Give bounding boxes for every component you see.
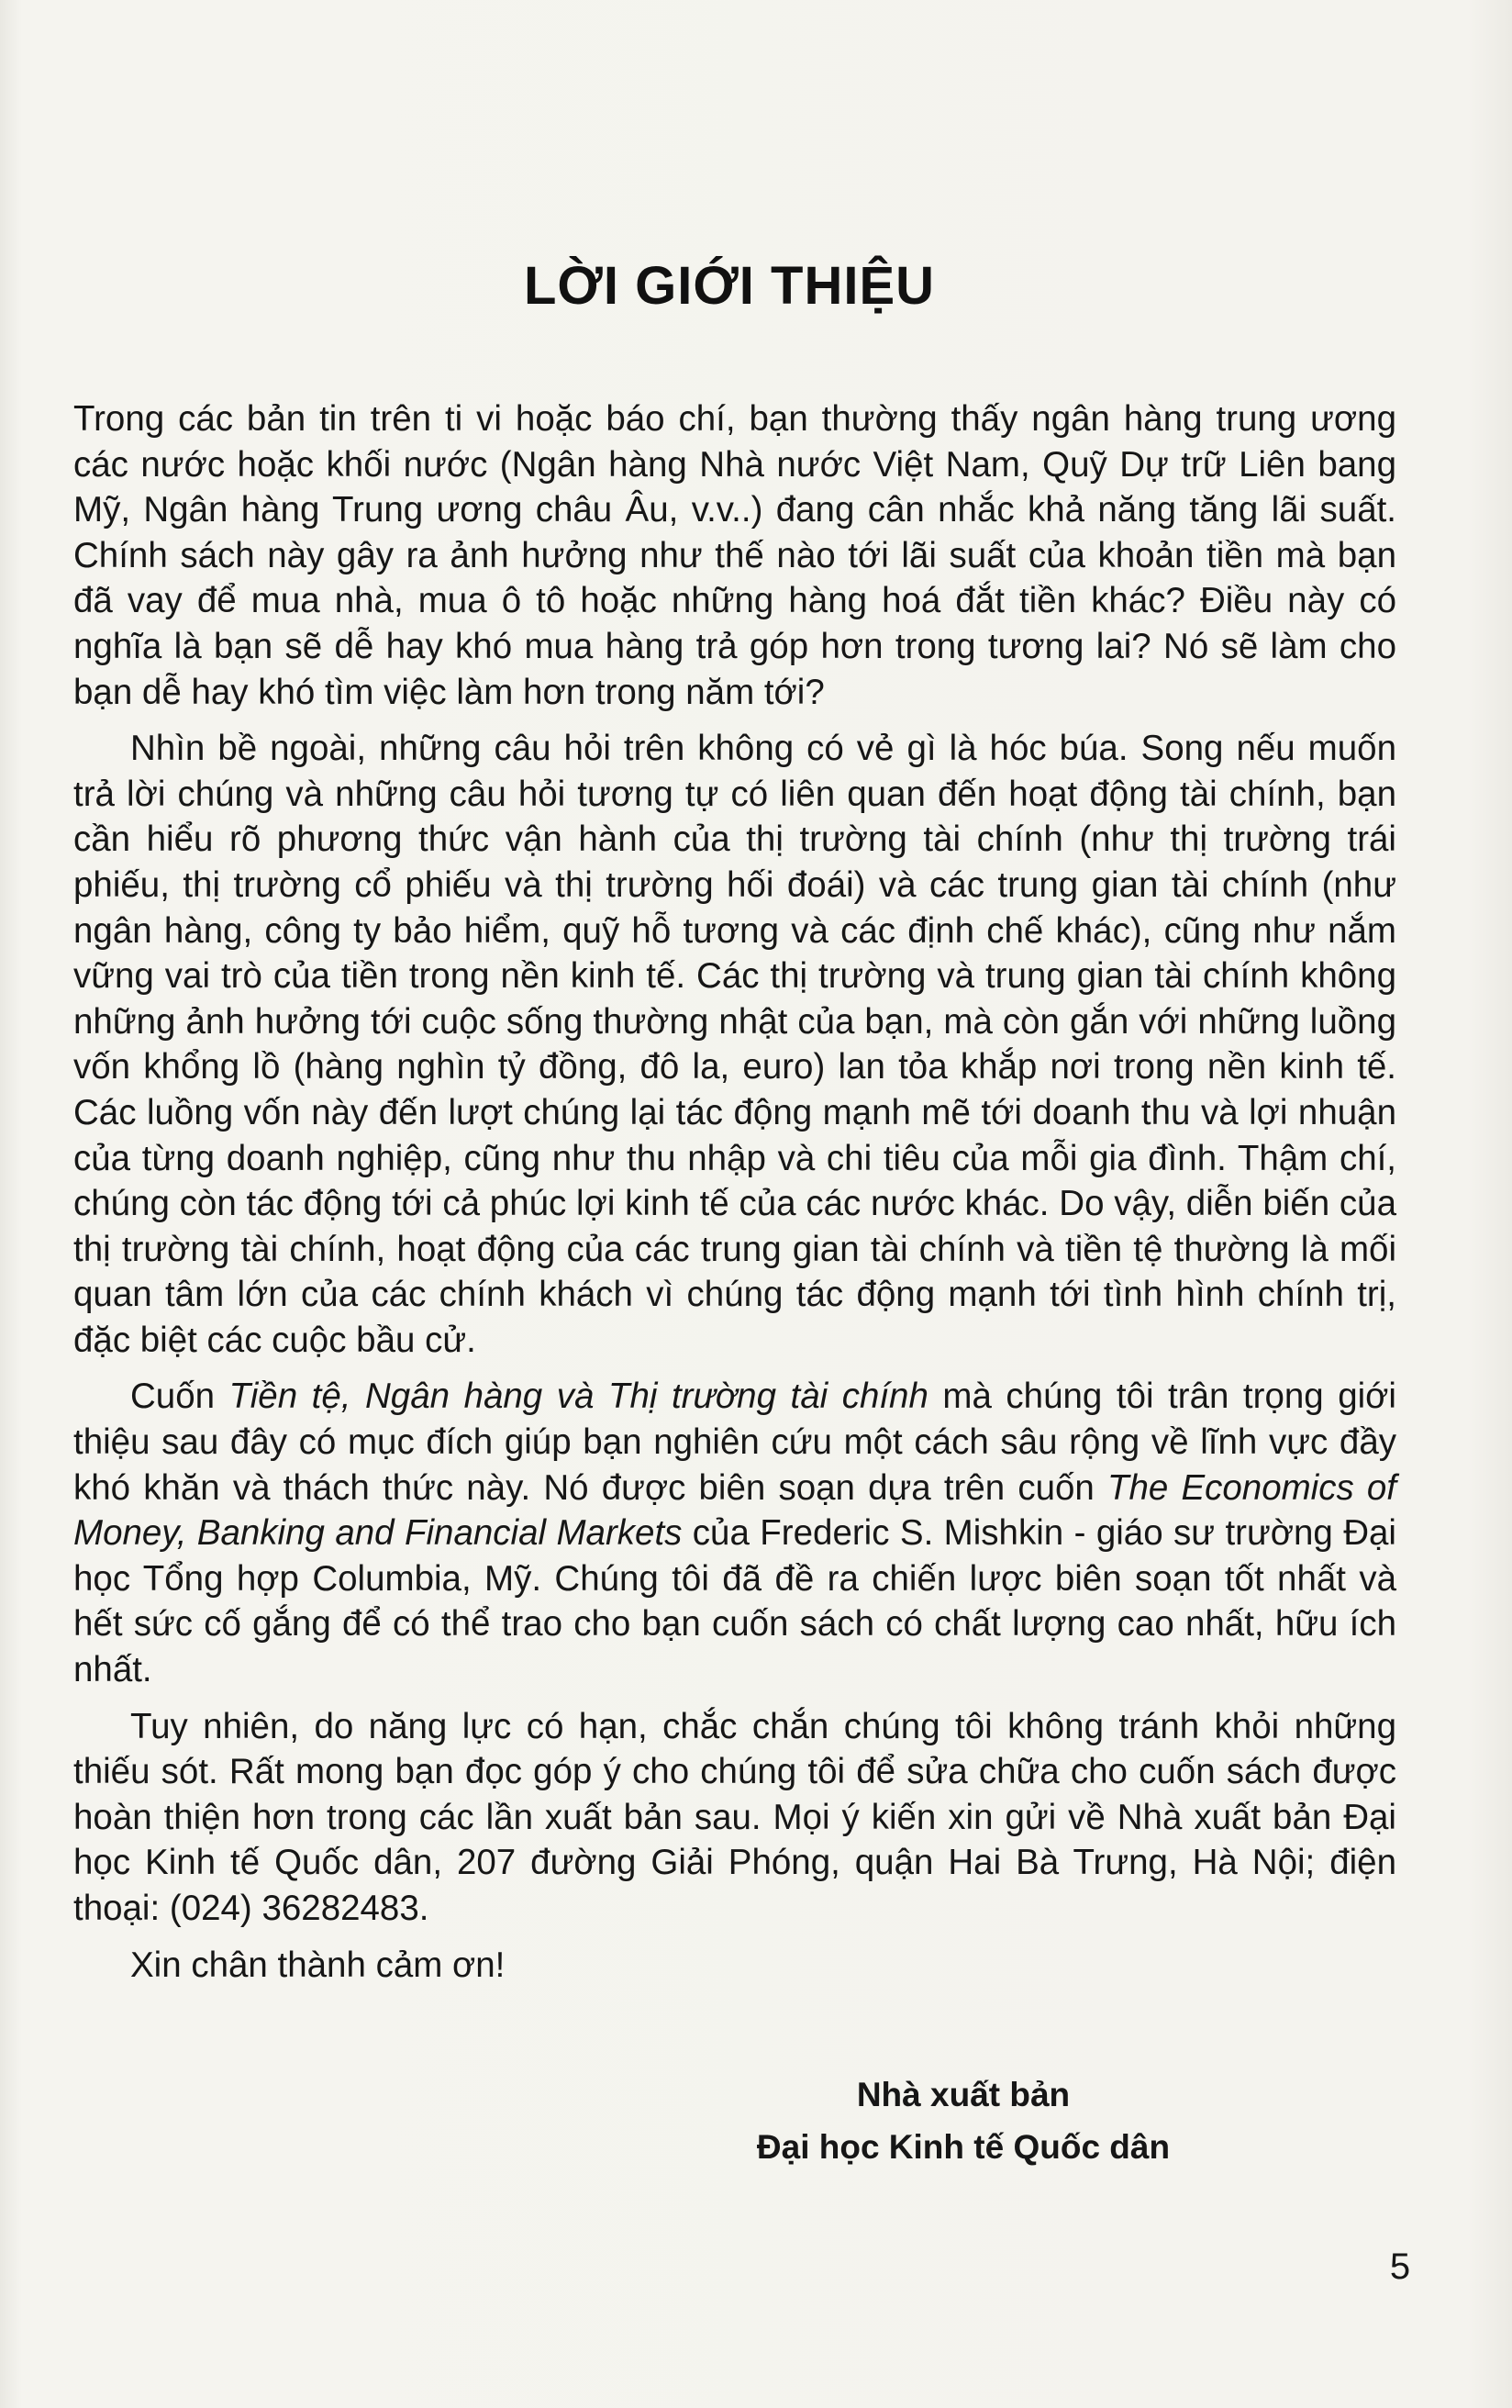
paragraph-1: Trong các bản tin trên ti vi hoặc báo chí, bạn thường thấy ngân hàng trung ương các nước hoặc khối nước (Ngân hàng Nhà nước Việt Nam, Quỹ Dự trữ Liên bang Mỹ, Ngân hàng Trung ương châu Âu, v.v..) đang cân nhắc khả năng tăng lãi suất. Chính sách này gây ra ảnh hưởng như thế nào tới lãi suất của khoản tiền mà bạn đã vay để mua nhà, mua ô tô hoặc những hàng hoá đắt tiền khác? Điều này có nghĩa là bạn sẽ dễ hay khó mua hàng trả góp hơn trong tương lai? Nó sẽ làm cho bạn dễ hay khó tìm việc làm hơn trong năm tới? bbox=[73, 399, 1396, 712]
paragraph-4: Tuy nhiên, do năng lực có hạn, chắc chắn chúng tôi không tránh khỏi những thiếu sót. Rất mong bạn đọc góp ý cho chúng tôi để sửa chữa cho cuốn sách được hoàn thiện hơn trong các lần xuất bản sau. Mọi ý kiến xin gửi về Nhà xuất bản Đại học Kinh tế Quốc dân, 207 đường Giải Phóng, quận Hai Bà Trưng, Hà Nội; điện thoại: (024) 36282483. bbox=[73, 1706, 1396, 1928]
page-title: LỜI GIỚI THIỆU bbox=[523, 256, 936, 316]
paragraph-3-part-c: của Frederic S. Mishkin - giáo sư trường Đại học Tổng hợp Columbia, Mỹ. Chúng tôi đã đề ra chiến lược biên soạn tốt nhất và hết sức cố gắng để có thể trao cho bạn cuốn sách có chất lượng cao nhất, hữu ích nhất. bbox=[73, 1513, 1396, 1690]
body-text bbox=[73, 396, 1396, 1999]
paragraph-3-part-b: mà chúng tôi trân trọng giới thiệu sau đây có mục đích giúp bạn nghiên cứu một cách sâu rộng về lĩnh vực đầy khó khăn và thách thức này. Nó được biên soạn dựa trên cuốn bbox=[73, 1377, 1396, 1508]
paragraph-3 bbox=[73, 1374, 1396, 1692]
paragraph-2: Nhìn bề ngoài, những câu hỏi trên không có vẻ gì là hóc búa. Song nếu muốn trả lời chúng và những câu hỏi tương tự có liên quan đến hoạt động tài chính, bạn cần hiểu rõ phương thức vận hành của thị trường tài chính (như thị trường trái phiếu, thị trường cổ phiếu và thị trường hối đoái) và các trung gian tài chính (như ngân hàng, công ty bảo hiểm, quỹ hỗ tương và các định chế khác), cũng như nắm vững vai trò của tiền trong nền kinh tế. Các thị trường và trung gian tài chính không những ảnh hưởng tới cuộc sống thường nhật của bạn, mà còn gắn với những luồng vốn khổng lồ (hàng nghìn tỷ đồng, đô la, euro) lan tỏa khắp nơi trong nền kinh tế. Các luồng vốn này đến lượt chúng lại tác động mạnh mẽ tới doanh thu và lợi nhuận của từng doanh nghiệp, cũng như thu nhập và chi tiêu của mỗi gia đình. Thậm chí, chúng còn tác động tới cả phúc lợi kinh tế của các nước khác. Do vậy, diễn biến của thị trường tài chính, hoạt động của các trung gian tài chính và tiền tệ thường là mối quan tâm lớn của các chính khách vì chúng tác động mạnh tới tình hình chính trị, đặc biệt các cuộc bầu cử. bbox=[73, 729, 1396, 1360]
book-title-english: The Economics of Money, Banking and Financial Markets bbox=[73, 1467, 1396, 1554]
signature-line-1: Nhà xuất bản bbox=[856, 2076, 1071, 2113]
book-title-vietnamese: Tiền tệ, Ngân hàng và Thị trường tài chính bbox=[228, 1377, 928, 1417]
signature-line-2: Đại học Kinh tế Quốc dân bbox=[756, 2128, 1171, 2166]
paragraph-3-part-a: Cuốn bbox=[130, 1377, 229, 1417]
page-number: 5 bbox=[1389, 2246, 1411, 2287]
publisher-signature bbox=[0, 2068, 1512, 2173]
paragraph-5: Xin chân thành cảm ơn! bbox=[130, 1945, 506, 1985]
